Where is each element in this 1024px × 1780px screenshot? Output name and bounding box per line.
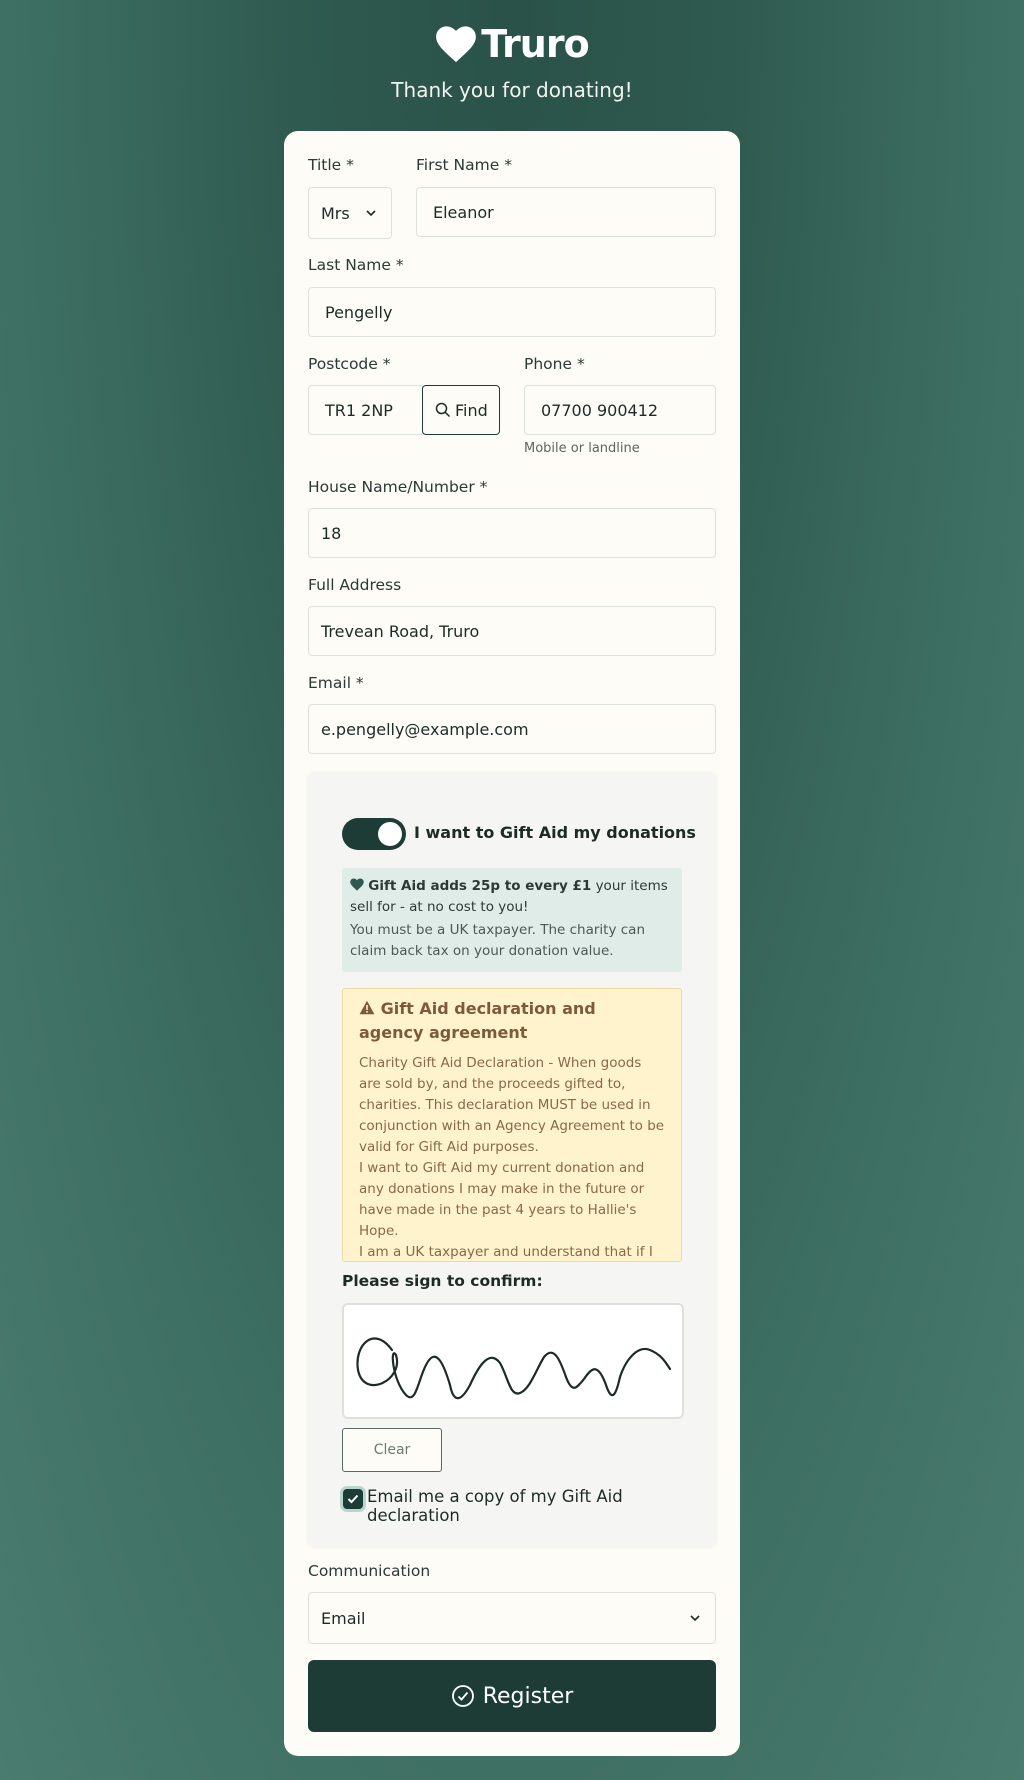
email-label: Email * (308, 674, 364, 692)
postcode-field[interactable] (308, 385, 424, 435)
toggle-knob (378, 822, 402, 846)
email-copy-checkbox[interactable] (343, 1489, 363, 1509)
warning-icon (359, 1000, 375, 1015)
page-subtitle: Thank you for donating! (391, 78, 633, 102)
find-label: Find (455, 400, 488, 420)
declaration-paragraph: I am a UK taxpayer and understand that if I (359, 1244, 653, 1260)
phone-label: Phone * (524, 355, 585, 373)
gift-aid-toggle-label: I want to Gift Aid my donations (414, 823, 696, 842)
title-value: Mrs (321, 203, 350, 223)
phone-value: 07700 900412 (541, 400, 659, 420)
postcode-value: TR1 2NP (325, 400, 393, 420)
address-value: Trevean Road, Truro (321, 621, 480, 641)
chevron-down-icon (365, 207, 377, 219)
last-name-field[interactable] (308, 287, 716, 337)
communication-label: Communication (308, 1562, 431, 1580)
gift-aid-info-note: You must be a UK taxpayer. The charity can claim back tax on your donation value. (350, 922, 646, 959)
phone-field[interactable] (524, 385, 716, 435)
brand-name: Truro (481, 22, 589, 66)
house-value: 18 (321, 523, 342, 543)
first-name-label: First Name * (416, 156, 512, 174)
sign-label: Please sign to confirm: (342, 1272, 543, 1290)
last-name-value: Pengelly (325, 302, 393, 322)
first-name-value: Eleanor (433, 202, 494, 222)
gift-aid-info (342, 868, 682, 972)
find-address-button[interactable] (422, 385, 500, 435)
postcode-label: Postcode * (308, 355, 391, 373)
gift-aid-panel (308, 772, 716, 1546)
brand (0, 22, 1024, 66)
email-value: e.pengelly@example.com (321, 719, 529, 739)
register-label: Register (482, 1683, 574, 1709)
signature-pad[interactable] (342, 1303, 684, 1419)
gift-aid-info-rest: your items sell for - at no cost to you! (350, 878, 668, 915)
search-icon (435, 402, 451, 418)
address-label: Full Address (308, 576, 402, 594)
registration-form (284, 131, 740, 1756)
last-name-label: Last Name * (308, 256, 404, 274)
title-label: Title * (308, 156, 354, 174)
phone-hint: Mobile or landline (524, 441, 640, 456)
gift-aid-declaration[interactable] (342, 988, 682, 1262)
gift-aid-info-strong: Gift Aid adds 25p to every £1 (368, 878, 592, 894)
heart-icon (350, 878, 364, 891)
house-field[interactable] (308, 508, 716, 558)
title-select[interactable] (308, 187, 392, 239)
declaration-paragraph: I want to Gift Aid my current donation and any donations I may make in the future or have made in the past 4 years to Hallie's Hope. (359, 1160, 645, 1239)
register-button[interactable] (308, 1660, 716, 1732)
signature-stroke (344, 1305, 684, 1419)
first-name-field[interactable] (416, 187, 716, 237)
declaration-title: Gift Aid declaration and agency agreement (359, 999, 596, 1042)
chevron-down-icon (689, 1612, 701, 1624)
house-label: House Name/Number * (308, 478, 488, 496)
declaration-paragraph: Charity Gift Aid Declaration - When goods are sold by, and the proceeds gifted to, charities. This declaration MUST be used in conjunction with an Agency Agreement to be valid for Gift Aid purposes. (359, 1055, 665, 1155)
email-field[interactable] (308, 704, 716, 754)
communication-value: Email (321, 1608, 366, 1628)
email-copy-label: Email me a copy of my Gift Aid declaration (367, 1487, 623, 1525)
gift-aid-toggle[interactable] (342, 818, 406, 850)
heart-icon (435, 25, 477, 63)
clear-signature-button[interactable]: Clear (342, 1428, 442, 1472)
communication-select[interactable] (308, 1592, 716, 1644)
check-icon (347, 1494, 359, 1504)
address-field[interactable] (308, 606, 716, 656)
check-circle-icon (451, 1684, 475, 1708)
